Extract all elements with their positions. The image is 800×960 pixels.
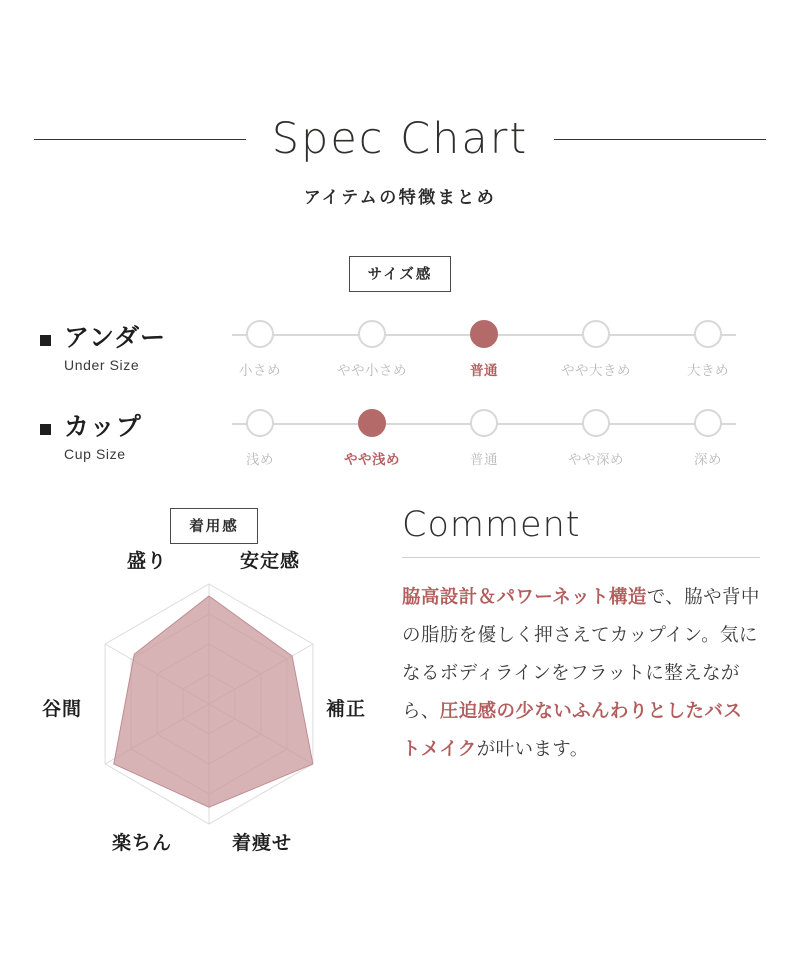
scale-under-dot-3[interactable] bbox=[582, 320, 610, 348]
radar-chart bbox=[42, 551, 374, 854]
size-section-label-wrap bbox=[0, 256, 800, 292]
comment-title: Comment bbox=[402, 505, 581, 545]
scale-row-under-head bbox=[40, 316, 204, 373]
scale-under-dot-2[interactable] bbox=[470, 320, 498, 348]
comment-divider bbox=[402, 557, 760, 558]
scale-under-option-4[interactable] bbox=[652, 320, 764, 379]
scale-row-under-name-en: Under Size bbox=[64, 356, 140, 373]
size-scales bbox=[0, 316, 800, 468]
scale-under-option-0[interactable] bbox=[204, 320, 316, 379]
scale-under-dot-4[interactable] bbox=[694, 320, 722, 348]
scale-cup-dots bbox=[204, 409, 764, 468]
scale-under-label-0: 小さめ bbox=[239, 363, 281, 378]
scale-cup-label-3: やや深め bbox=[568, 452, 624, 467]
scale-cup-label-2: 普通 bbox=[470, 452, 498, 467]
comment-body bbox=[402, 578, 760, 768]
wear-section-label: 着用感 bbox=[170, 508, 258, 544]
size-section-label: サイズ感 bbox=[349, 256, 452, 292]
scale-cup-dot-0[interactable] bbox=[246, 409, 274, 437]
scale-row-cup-names bbox=[64, 413, 142, 462]
page-header bbox=[0, 0, 800, 208]
scale-under-label-2: 普通 bbox=[470, 363, 498, 378]
scale-under-option-1[interactable] bbox=[316, 320, 428, 379]
scale-under-dot-1[interactable] bbox=[358, 320, 386, 348]
radar-axis-label-0: 安定感 bbox=[240, 551, 301, 572]
scale-cup-option-1[interactable] bbox=[316, 409, 428, 468]
radar-axis-label-2: 着痩せ bbox=[232, 833, 293, 854]
radar-data-area bbox=[114, 596, 313, 807]
scale-cup-dot-2[interactable] bbox=[470, 409, 498, 437]
comment-segment-2: 圧迫感の少ないふんわりとしたバストメイク bbox=[402, 699, 743, 759]
scale-row-cup-head bbox=[40, 405, 204, 462]
scale-under-label-4: 大きめ bbox=[687, 363, 729, 378]
scale-under-label-1: やや小さめ bbox=[337, 363, 407, 378]
scale-cup-dot-1[interactable] bbox=[358, 409, 386, 437]
scale-under-option-2[interactable] bbox=[428, 320, 540, 379]
square-bullet-icon bbox=[40, 424, 51, 435]
scale-cup-label-0: 浅め bbox=[246, 452, 274, 467]
square-bullet-icon bbox=[40, 335, 51, 346]
radar-axis-label-5: 盛り bbox=[127, 551, 168, 572]
scale-under-option-3[interactable] bbox=[540, 320, 652, 379]
scale-row-under-name-jp: アンダー bbox=[64, 324, 167, 352]
radar-axis-label-1: 補正 bbox=[326, 699, 367, 720]
scale-row-cup-name-en: Cup Size bbox=[64, 445, 126, 462]
scale-cup-option-4[interactable] bbox=[652, 409, 764, 468]
page-subtitle: アイテムの特徴まとめ bbox=[303, 188, 497, 207]
scale-under bbox=[204, 316, 764, 379]
title-row bbox=[0, 114, 800, 164]
scale-cup-option-0[interactable] bbox=[204, 409, 316, 468]
scale-row-cup bbox=[40, 405, 764, 468]
scale-under-dot-0[interactable] bbox=[246, 320, 274, 348]
comment-segment-1: で、脇や背中の脂肪を優しく押さえてカップイン。気になるボディラインをフラットに整えながら、 bbox=[402, 586, 760, 721]
title-rule-right bbox=[554, 139, 766, 140]
scale-row-cup-name-jp: カップ bbox=[64, 413, 142, 441]
comment-column bbox=[380, 505, 760, 846]
scale-under-label-3: やや大きめ bbox=[561, 363, 631, 378]
scale-cup-dot-4[interactable] bbox=[694, 409, 722, 437]
radar-column bbox=[42, 508, 380, 854]
scale-row-under bbox=[40, 316, 764, 379]
scale-cup-label-4: 深め bbox=[694, 452, 722, 467]
comment-segment-3: が叶います。 bbox=[476, 737, 589, 759]
title-rule-left bbox=[34, 139, 246, 140]
scale-cup-label-1: やや浅め bbox=[344, 452, 400, 467]
scale-row-under-names bbox=[64, 324, 166, 373]
radar-chart-svg bbox=[44, 556, 374, 846]
scale-cup bbox=[204, 405, 764, 468]
lower-section bbox=[0, 505, 800, 854]
page-title: Spec Chart bbox=[271, 114, 529, 164]
scale-cup-option-3[interactable] bbox=[540, 409, 652, 468]
scale-cup-dot-3[interactable] bbox=[582, 409, 610, 437]
radar-axis-label-3: 楽ちん bbox=[112, 833, 173, 854]
wear-section-label-wrap bbox=[44, 508, 380, 544]
radar-axis-label-4: 谷間 bbox=[42, 699, 83, 720]
comment-segment-0: 脇高設計＆パワーネット構造 bbox=[402, 586, 647, 607]
scale-cup-option-2[interactable] bbox=[428, 409, 540, 468]
scale-under-dots bbox=[204, 320, 764, 379]
